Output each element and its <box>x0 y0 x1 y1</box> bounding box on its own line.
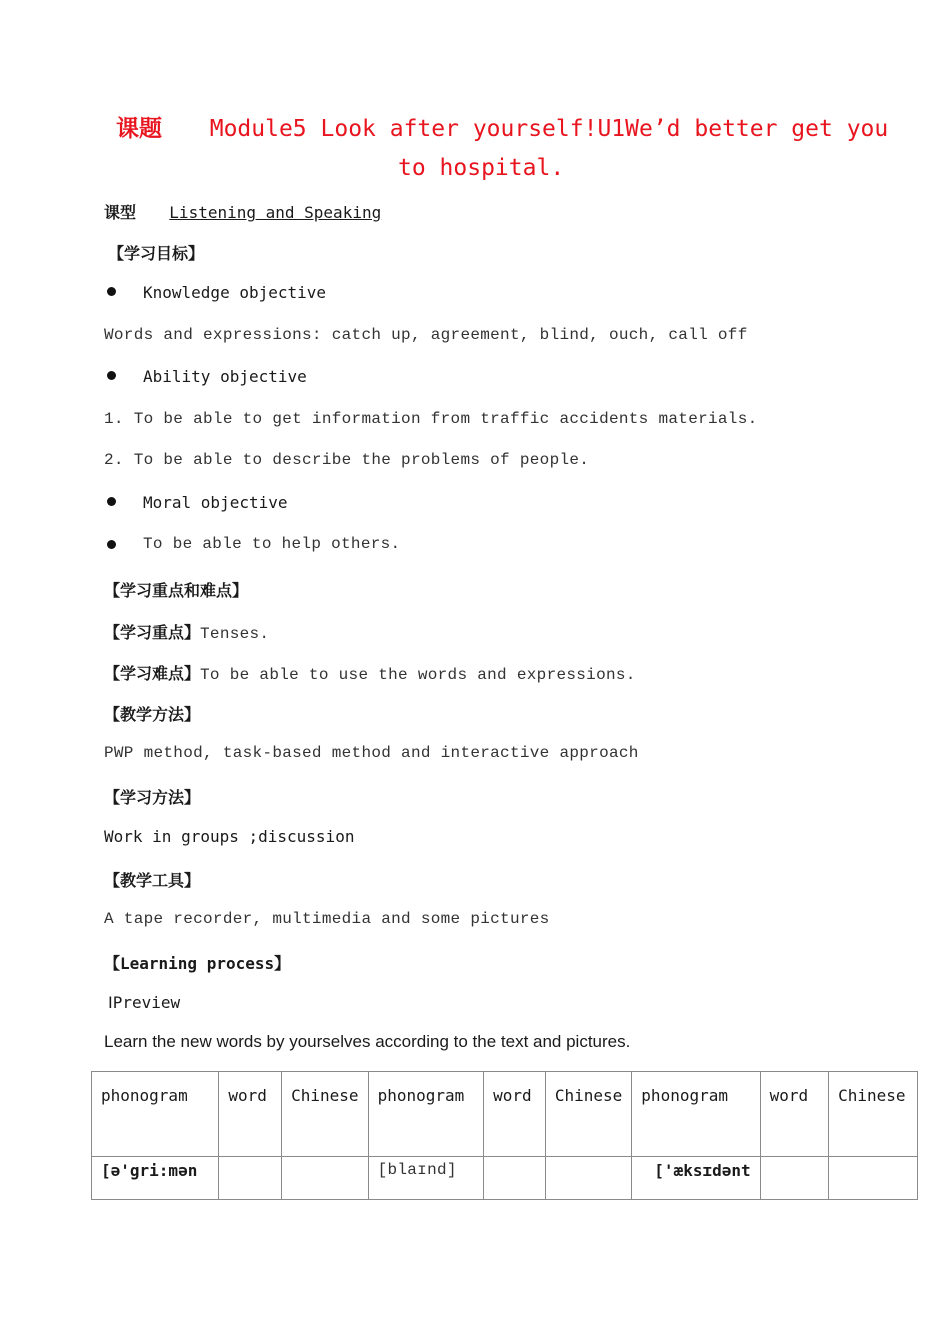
focus-value: Tenses. <box>200 625 270 643</box>
course-type-label: 课型 <box>104 203 137 222</box>
ability-item-2: 2. To be able to describe the problems of people. <box>104 451 590 469</box>
table-header-cell: phonogram <box>92 1072 219 1157</box>
ability-objective-label: Ability objective <box>143 367 307 386</box>
table-header-cell: phonogram <box>368 1072 484 1157</box>
page-title-line2: to hospital. <box>398 155 565 181</box>
preview-instruction: Learn the new words by yourselves according to the text and pictures. <box>104 1032 631 1051</box>
preview-section-title: ⅠPreview <box>108 993 181 1012</box>
table-cell: [ə'gri:mən <box>92 1157 219 1200</box>
table-header-cell: phonogram <box>632 1072 760 1157</box>
vocabulary-table <box>91 1071 918 1200</box>
teaching-method-heading: 【教学方法】 <box>104 705 201 724</box>
ability-item-1: 1. To be able to get information from traffic accidents materials. <box>104 410 758 428</box>
page-title-line1 <box>116 110 888 143</box>
knowledge-objective-text: Words and expressions: catch up, agreement, blind, ouch, call off <box>104 326 748 344</box>
moral-objective-label: Moral objective <box>143 493 288 512</box>
table-cell <box>760 1157 828 1200</box>
teaching-tools-value: A tape recorder, multimedia and some pictures <box>104 910 550 928</box>
table-row <box>92 1157 918 1200</box>
table-header-cell: Chinese <box>282 1072 368 1157</box>
title-text: Module5 Look after yourself!U1We’d better get you <box>209 116 889 142</box>
difficulty-label: 【学习难点】 <box>104 664 201 683</box>
table-header-cell: word <box>760 1072 828 1157</box>
course-type <box>104 200 381 223</box>
learning-method-value: Work in groups ;discussion <box>104 827 355 846</box>
difficulty-value: To be able to use the words and expressions. <box>200 666 636 684</box>
difficulty-line <box>104 661 636 684</box>
course-type-value: Listening and Speaking <box>169 203 382 222</box>
bullet-icon <box>107 540 116 549</box>
learning-process-heading: 【Learning process】 <box>104 954 291 973</box>
keypoints-heading: 【学习重点和难点】 <box>104 581 249 600</box>
teaching-tools-heading: 【教学工具】 <box>104 871 201 890</box>
table-cell <box>219 1157 282 1200</box>
table-cell <box>484 1157 546 1200</box>
table-header-cell: Chinese <box>829 1072 918 1157</box>
objectives-heading: 【学习目标】 <box>108 244 205 263</box>
bullet-icon <box>107 371 116 380</box>
table-header-cell: Chinese <box>545 1072 631 1157</box>
title-prefix: 课题 <box>116 116 162 142</box>
focus-line <box>104 620 269 643</box>
table-cell <box>545 1157 631 1200</box>
table-cell: ['æksɪdənt <box>632 1157 760 1200</box>
moral-objective-item: To be able to help others. <box>143 535 401 553</box>
bullet-icon <box>107 287 116 296</box>
learning-method-heading: 【学习方法】 <box>104 788 201 807</box>
table-cell <box>282 1157 368 1200</box>
table-cell: [blaɪnd] <box>368 1157 484 1200</box>
table-header-row <box>92 1072 918 1157</box>
focus-label: 【学习重点】 <box>104 623 201 642</box>
bullet-icon <box>107 497 116 506</box>
table-cell <box>829 1157 918 1200</box>
table-header-cell: word <box>219 1072 282 1157</box>
table-header-cell: word <box>484 1072 546 1157</box>
knowledge-objective-label: Knowledge objective <box>143 283 327 302</box>
teaching-method-value: PWP method, task-based method and interactive approach <box>104 744 639 762</box>
